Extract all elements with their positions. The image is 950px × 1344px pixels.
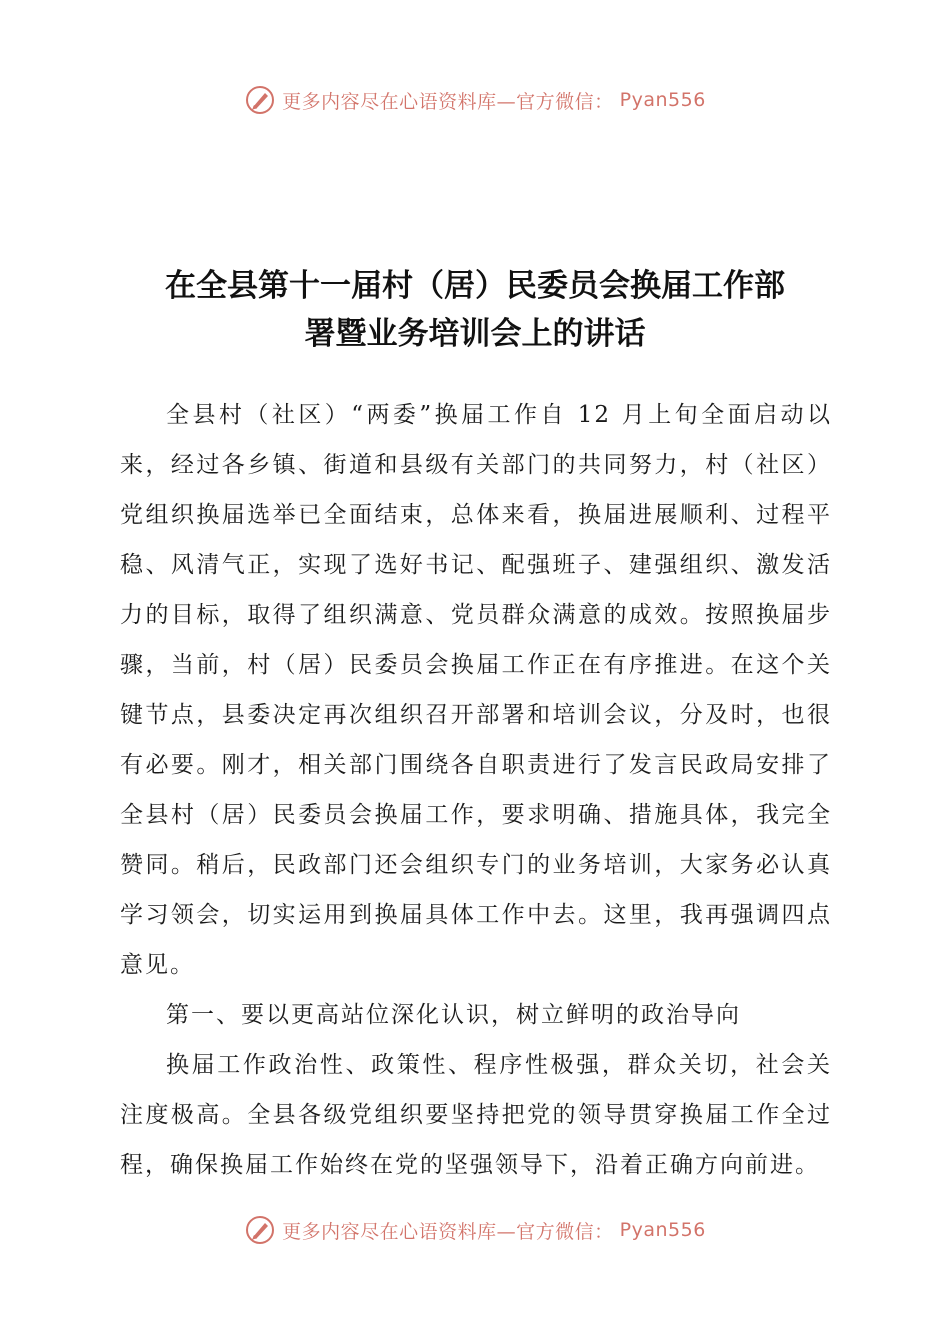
document-title bbox=[100, 262, 850, 358]
paragraph-section-1: 换届工作政治性、政策性、程序性极强，群众关切，社会关注度极高。全县各级党组织要坚持把党的领导贯穿换届工作全过程，确保换届工作始终在党的坚强领导下，沿着正确方向前进。 bbox=[120, 1052, 832, 1178]
pen-circle-logo-icon bbox=[244, 84, 276, 116]
watermark-text: 更多内容尽在心语资料库—官方微信： bbox=[282, 90, 614, 113]
paragraph-intro: 全县村（社区）“两委”换届工作自 12 月上旬全面启动以来，经过各乡镇、街道和县级有关部门的共同努力，村（社区）党组织换届选举已全面结束，总体来看，换届进展顺利、过程平稳、风清气正，实现了选好书记、配强班子、建强组织、激发活力的目标，取得了组织满意、党员群众满意的成效。按照换届步骤，当前，村（居）民委员会换届工作正在有序推进。在这个关键节点，县委决定再次组织召开部署和培训会议，分及时，也很有必要。刚才，相关部门围绕各自职责进行了发言民政局安排了全县村（居）民委员会换届工作，要求明确、措施具体，我完全赞同。稍后，民政部门还会组织专门的业务培训，大家务必认真学习领会，切实运用到换届具体工作中去。这里，我再强调四点意见。 bbox=[120, 402, 832, 978]
footer-watermark bbox=[0, 1214, 950, 1246]
watermark-text: 更多内容尽在心语资料库—官方微信： bbox=[282, 1220, 614, 1243]
watermark-handle: Pyan556 bbox=[619, 1219, 706, 1241]
pen-circle-logo-icon bbox=[244, 1214, 276, 1246]
watermark-handle: Pyan556 bbox=[619, 89, 706, 111]
title-line-1: 在全县第十一届村（居）民委员会换届工作部 bbox=[165, 268, 785, 304]
title-line-2: 署暨业务培训会上的讲话 bbox=[304, 316, 646, 352]
header-watermark bbox=[0, 84, 950, 116]
document-body bbox=[120, 390, 832, 1190]
section-heading-1: 第一、要以更高站位深化认识，树立鲜明的政治导向 bbox=[166, 1002, 741, 1028]
